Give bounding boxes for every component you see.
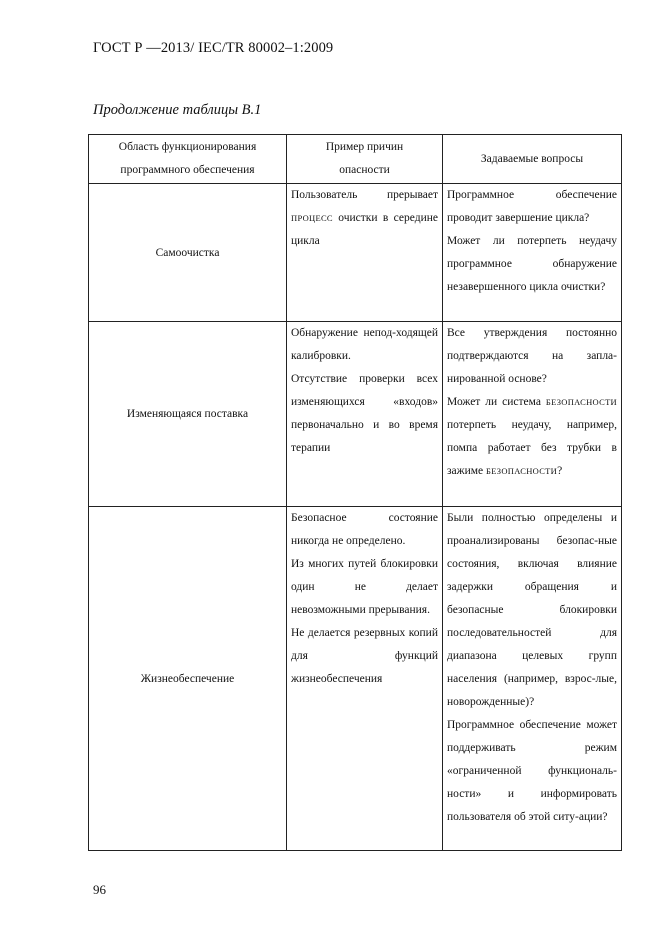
cause-text: Обнаружение непод-ходящей калибровки. bbox=[291, 327, 438, 362]
questions-cell bbox=[443, 322, 622, 507]
cause-text: Безопасное состояние никогда не определено. bbox=[291, 512, 438, 547]
column-header-area bbox=[89, 135, 287, 184]
table-header-row bbox=[89, 135, 622, 184]
table-caption: Продолжение таблицы В.1 bbox=[93, 102, 262, 118]
causes-cell bbox=[287, 184, 443, 322]
cause-text: Пользователь прерывает ПРОЦЕСС очистки в середине цикла bbox=[291, 189, 438, 247]
question-text: Программное обеспечение может поддерживать режим «ограниченной функциональ-ности» и информировать пользователя об этой ситу-ации? bbox=[447, 719, 617, 823]
area-cell: Изменяющаяся поставка bbox=[89, 322, 287, 507]
column-header-questions bbox=[443, 135, 622, 184]
column-header-line: опасности bbox=[339, 164, 390, 176]
question-text: Может ли система БЕЗОПАСНОСТИ потерпеть неудачу, например, помпа работает без трубки в зажиме БЕЗОПАСНОСТИ? bbox=[447, 396, 617, 477]
column-header-line: программного обеспечения bbox=[120, 164, 255, 176]
question-text: Были полностью определены и проанализированы безопас-ные состояния, включая влияние задержки обращения и безопасные блокировки последовательностей для диапазона целевых групп населения (например, взрос-лые, новорожденные)? bbox=[447, 512, 617, 708]
questions-cell bbox=[443, 184, 622, 322]
causes-cell bbox=[287, 322, 443, 507]
column-header-line: Пример причин bbox=[325, 141, 404, 153]
area-cell: Самоочистка bbox=[89, 184, 287, 322]
hazard-table bbox=[88, 134, 622, 851]
column-header-line: Область функционирования bbox=[118, 141, 257, 153]
cause-text: Из многих путей блокировки один не делает невозможными прерывания. bbox=[291, 558, 438, 616]
question-text: Может ли потерпеть неудачу программное обнаружение незавершенного цикла очистки? bbox=[447, 235, 617, 293]
area-cell: Жизнеобеспечение bbox=[89, 507, 287, 851]
question-text: Программное обеспечение проводит завершение цикла? bbox=[447, 189, 617, 224]
causes-cell bbox=[287, 507, 443, 851]
table-row bbox=[89, 507, 622, 851]
document-header: ГОСТ Р —2013/ IEC/TR 80002–1:2009 bbox=[93, 40, 334, 56]
questions-cell bbox=[443, 507, 622, 851]
column-header-line: Задаваемые вопросы bbox=[480, 152, 584, 165]
cause-text: Отсутствие проверки всех изменяющихся «входов» первоначально и во время терапии bbox=[291, 373, 438, 454]
question-text: Все утверждения постоянно подтверждаются на запла-нированной основе? bbox=[447, 327, 617, 385]
page-number: 96 bbox=[93, 882, 106, 897]
column-header-causes bbox=[287, 135, 443, 184]
table-row bbox=[89, 184, 622, 322]
table-row bbox=[89, 322, 622, 507]
cause-text: Не делается резервных копий для функций жизнеобеспечения bbox=[291, 627, 438, 685]
